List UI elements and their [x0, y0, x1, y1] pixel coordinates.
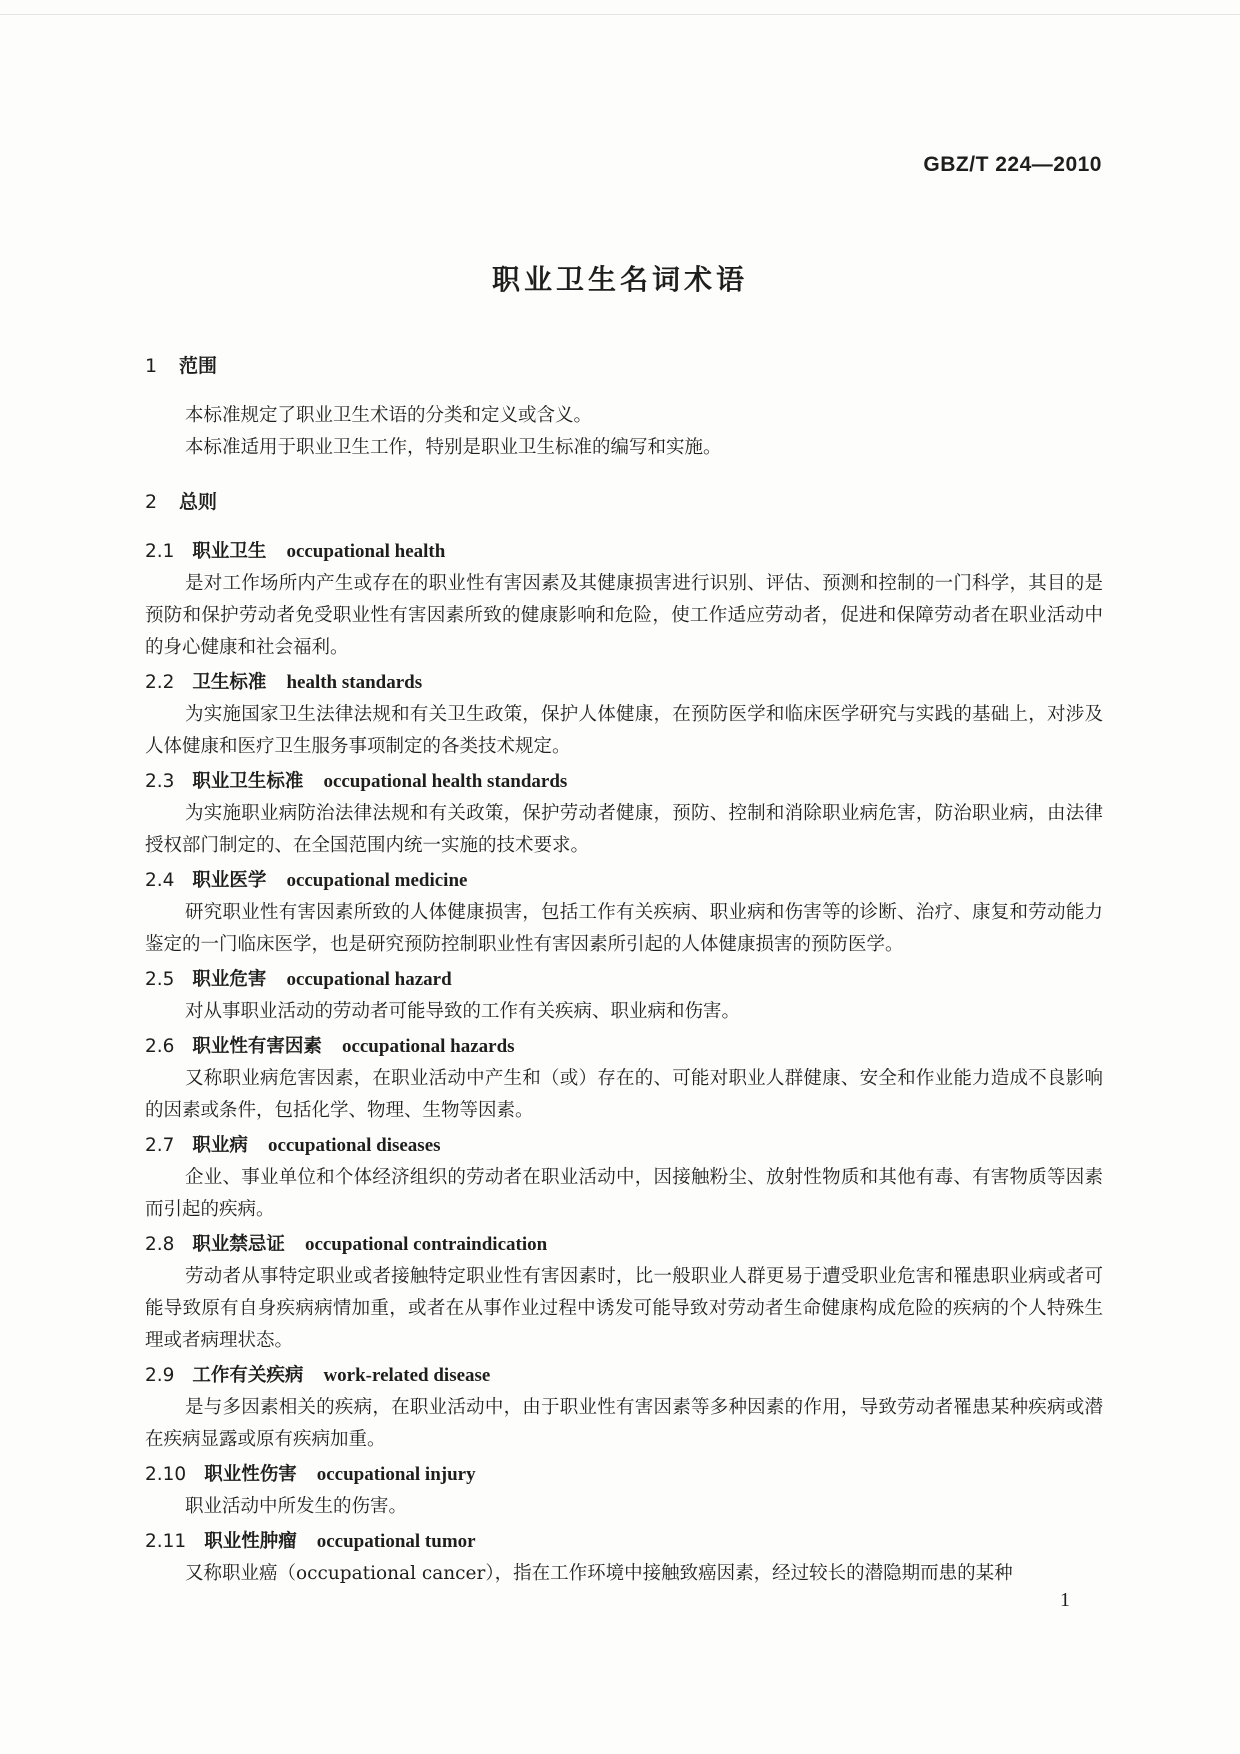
term-chinese: 职业禁忌证 [192, 1234, 285, 1255]
term-definition: 又称职业癌（occupational cancer），指在工作环境中接触致癌因素，经过较长的潜隐期而患的某种 [185, 1563, 1013, 1584]
term-number: 2.1 [145, 541, 175, 562]
section-1-heading [145, 350, 1103, 382]
section-number: 2 [145, 491, 158, 513]
term-number: 2.3 [145, 771, 175, 792]
term-number: 2.4 [145, 870, 175, 891]
page-title: 职业卫生名词术语 [491, 263, 748, 296]
term-english: occupational hazards [341, 1036, 515, 1057]
term-chinese: 职业病 [192, 1135, 248, 1156]
page-number: 1 [1060, 1589, 1070, 1611]
term-english: occupational health standards [323, 771, 568, 792]
term-chinese: 职业性肿瘤 [204, 1531, 297, 1552]
term-heading [145, 1459, 1103, 1491]
term-heading [145, 1031, 1103, 1063]
term-heading [145, 1360, 1103, 1392]
term-heading [145, 766, 1103, 798]
term-definition: 又称职业病危害因素，在职业活动中产生和（或）存在的、可能对职业人群健康、安全和作业能力造成不良影响的因素或条件，包括化学、物理、生物等因素。 [145, 1068, 1103, 1121]
term-entry [145, 1130, 1103, 1226]
term-entry [145, 865, 1103, 961]
term-chinese: 职业医学 [192, 870, 267, 891]
scan-edge-line [0, 14, 1240, 15]
term-english: occupational contraindication [304, 1234, 548, 1255]
term-chinese: 职业卫生 [192, 541, 267, 562]
term-definition: 对从事职业活动的劳动者可能导致的工作有关疾病、职业病和伤害。 [185, 1001, 741, 1022]
term-list [145, 536, 1103, 1590]
term-definition: 研究职业性有害因素所致的人体健康损害，包括工作有关疾病、职业病和伤害等的诊断、治疗、康复和劳动能力鉴定的一门临床医学，也是研究预防控制职业性有害因素所引起的人体健康损害的预防医学。 [145, 902, 1103, 955]
paragraph: 本标准适用于职业卫生工作，特别是职业卫生标准的编写和实施。 [185, 437, 722, 458]
term-definition: 劳动者从事特定职业或者接触特定职业性有害因素时，比一般职业人群更易于遭受职业危害和罹患职业病或者可能导致原有自身疾病病情加重，或者在从事作业过程中诱发可能导致对劳动者生命健康构成危险的疾病的个人特殊生理或者病理状态。 [145, 1266, 1103, 1351]
term-english: occupational diseases [267, 1135, 441, 1156]
term-chinese: 职业危害 [192, 969, 267, 990]
term-english: occupational medicine [286, 870, 468, 891]
term-entry [145, 964, 1103, 1028]
term-entry [145, 1526, 1103, 1590]
section-2-heading [145, 486, 1103, 518]
section-1-body [145, 400, 1103, 464]
term-chinese: 职业性伤害 [204, 1464, 297, 1485]
section-number: 1 [145, 355, 158, 377]
term-chinese: 工作有关疾病 [192, 1365, 304, 1386]
section-title: 范围 [179, 355, 218, 377]
term-definition: 为实施国家卫生法律法规和有关卫生政策，保护人体健康，在预防医学和临床医学研究与实践的基础上，对涉及人体健康和医疗卫生服务事项制定的各类技术规定。 [145, 704, 1103, 757]
term-entry [145, 1459, 1103, 1523]
term-heading [145, 1229, 1103, 1261]
term-number: 2.2 [145, 672, 175, 693]
term-english: health standards [286, 672, 423, 693]
term-heading [145, 865, 1103, 897]
term-number: 2.11 [145, 1531, 187, 1552]
term-number: 2.7 [145, 1135, 175, 1156]
term-english: occupational tumor [316, 1531, 476, 1552]
term-chinese: 卫生标准 [192, 672, 267, 693]
term-entry [145, 766, 1103, 862]
term-heading [145, 667, 1103, 699]
term-heading [145, 1526, 1103, 1558]
term-number: 2.9 [145, 1365, 175, 1386]
term-entry [145, 1031, 1103, 1127]
term-chinese: 职业卫生标准 [192, 771, 304, 792]
term-english: work-related disease [323, 1365, 491, 1386]
term-definition: 为实施职业病防治法律法规和有关政策，保护劳动者健康，预防、控制和消除职业病危害，防治职业病，由法律授权部门制定的、在全国范围内统一实施的技术要求。 [145, 803, 1103, 856]
paragraph: 本标准规定了职业卫生术语的分类和定义或含义。 [185, 405, 593, 426]
term-number: 2.8 [145, 1234, 175, 1255]
term-number: 2.10 [145, 1464, 187, 1485]
term-number: 2.5 [145, 969, 175, 990]
term-heading [145, 1130, 1103, 1162]
term-chinese: 职业性有害因素 [192, 1036, 322, 1057]
document-body [145, 350, 1103, 1590]
term-number: 2.6 [145, 1036, 175, 1057]
term-english: occupational hazard [286, 969, 452, 990]
term-heading [145, 536, 1103, 568]
term-heading [145, 964, 1103, 996]
term-entry [145, 536, 1103, 664]
term-definition: 企业、事业单位和个体经济组织的劳动者在职业活动中，因接触粉尘、放射性物质和其他有毒、有害物质等因素而引起的疾病。 [145, 1167, 1103, 1220]
term-entry [145, 667, 1103, 763]
term-definition: 是对工作场所内产生或存在的职业性有害因素及其健康损害进行识别、评估、预测和控制的一门科学，其目的是预防和保护劳动者免受职业性有害因素所致的健康影响和危险，使工作适应劳动者，促进和保障劳动者在职业活动中的身心健康和社会福利。 [145, 573, 1103, 658]
section-title: 总则 [179, 491, 218, 513]
term-definition: 是与多因素相关的疾病，在职业活动中，由于职业性有害因素等多种因素的作用，导致劳动者罹患某种疾病或潜在疾病显露或原有疾病加重。 [145, 1397, 1103, 1450]
term-english: occupational injury [316, 1464, 476, 1485]
term-entry [145, 1360, 1103, 1456]
term-entry [145, 1229, 1103, 1357]
term-english: occupational health [286, 541, 446, 562]
term-definition: 职业活动中所发生的伤害。 [185, 1496, 408, 1517]
standard-code: GBZ/T 224—2010 [923, 153, 1102, 176]
